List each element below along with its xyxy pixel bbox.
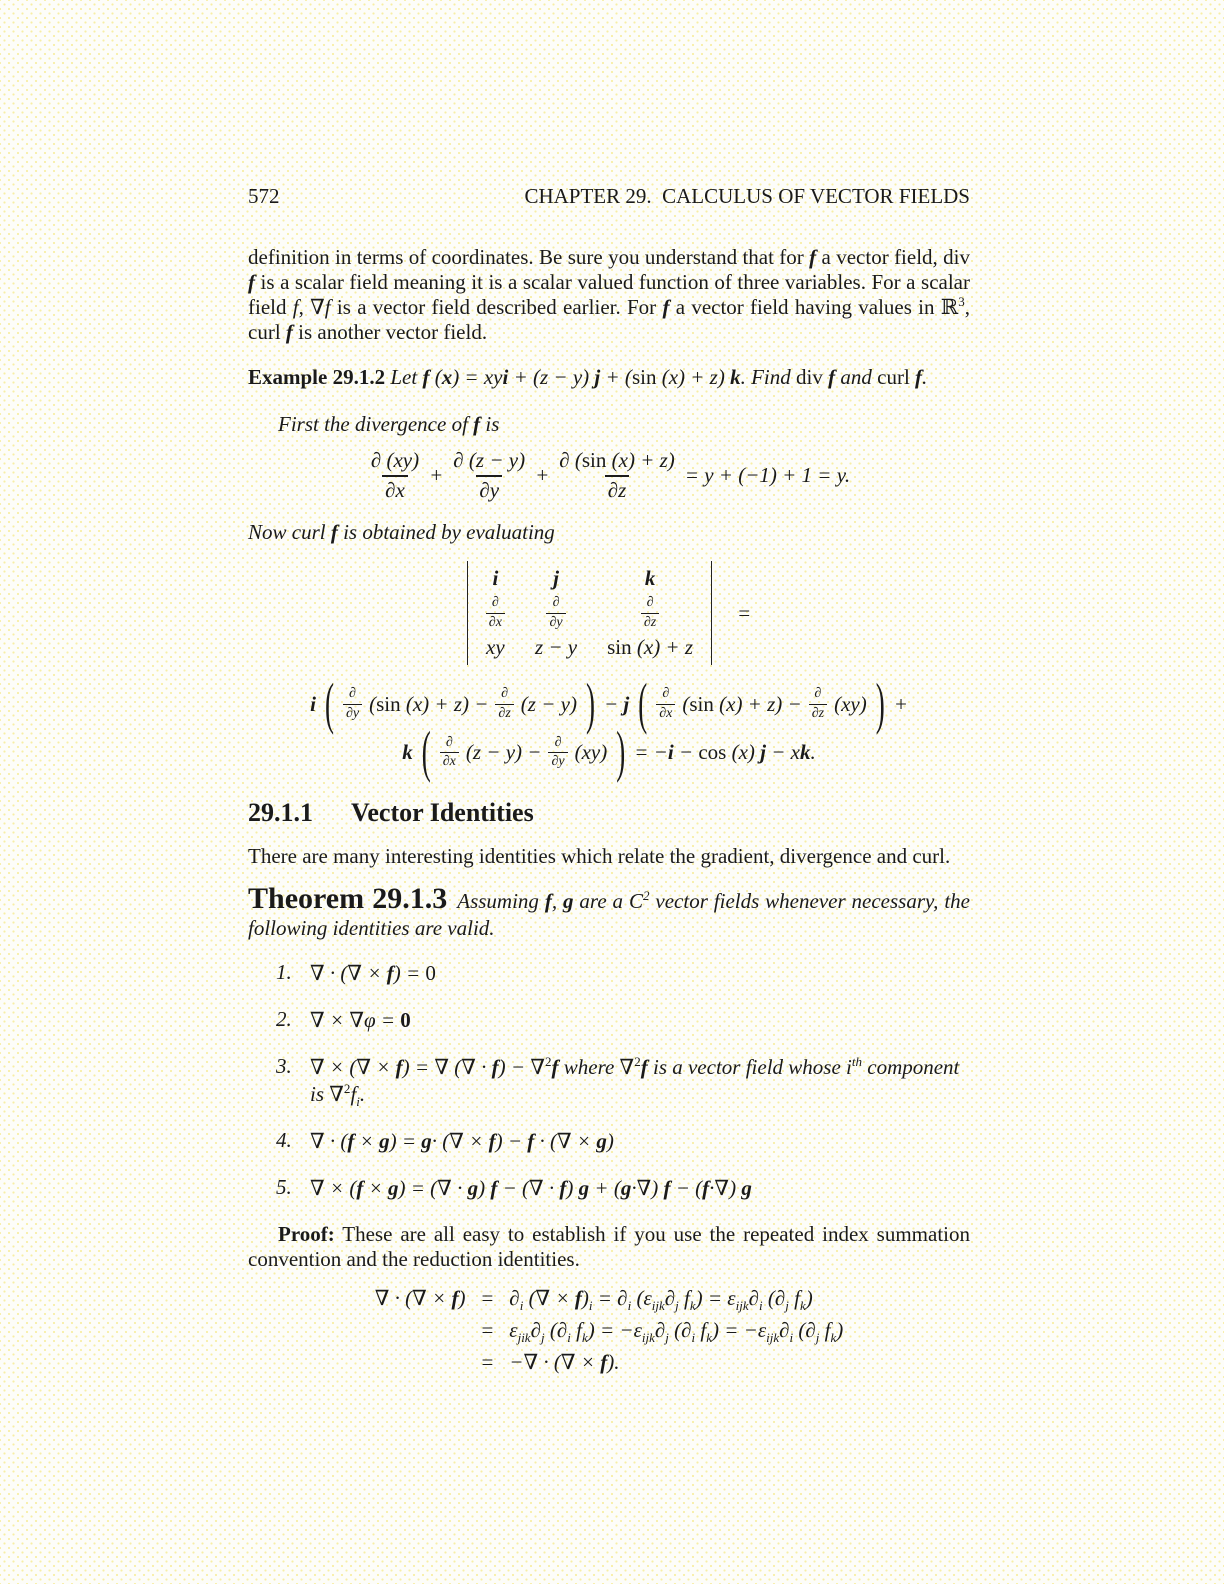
vector-k: k [402, 740, 413, 765]
plus-sign: + [893, 692, 908, 717]
plus-sign: + [429, 463, 444, 488]
fraction-term-1: $\frac{\partial (xy)}{\partial x}$ [370, 448, 420, 502]
equation-rhs: $\partial_i$ (∇ × $f)_i = \partial_i$ ($\varepsilon_{ijk}\partial_j$ $f_k) = \varepsilon_{ijk}\partial_i$ ($\partial_j$ $f_k$) [509, 1286, 813, 1314]
proof-text: These are all easy to establish if you use the repeated index summation convention and the reduction identities. [248, 1222, 970, 1272]
running-header [248, 0, 970, 209]
identity-body: ∇ · (∇ × f) = 0 [310, 961, 436, 986]
divergence-result: = y + (−1) + 1 = y. [684, 463, 851, 488]
curl-expansion-line-1 [248, 672, 970, 736]
example-paragraph [248, 365, 970, 390]
identity-body: ∇ · (f × g) = g· (∇ × f) − f · (∇ × g) [310, 1129, 614, 1154]
equals-sign: = [481, 1286, 494, 1311]
expansion-segment: (z − y) − [465, 740, 542, 765]
intro-paragraph: definition in terms of coordinates. Be sure you understand that for f a vector field, div f is a scalar field meaning it is a scalar valued function of three variables. For a scalar field f, ∇f is a vector field described earlier. For f a vector field having values in ℝ$^3$, curl f is another vector field. [248, 245, 971, 344]
fraction-ddz: $\frac{\partial}{\partial z}$ [809, 687, 827, 721]
section-heading [248, 798, 970, 828]
expansion-segment: − j [603, 692, 630, 717]
big-paren-open: ( [638, 672, 648, 736]
expansion-segment: (xy) [574, 740, 608, 765]
det-cell-xy: xy [486, 635, 505, 660]
fraction-ddx: $\frac{\partial}{\partial x}$ [440, 736, 459, 770]
section-number: 29.1.1 [248, 798, 313, 828]
big-paren-close: ) [875, 672, 885, 736]
identity-item-1 [276, 960, 970, 987]
identity-body: ∇ × (∇ × f) = ∇ (∇ · f) − ∇$^2$f where ∇$^2$f is a vector field whose $i^{th}$ component is $\nabla^2f_i$. [310, 1054, 960, 1110]
identity-number: 5. [276, 1175, 292, 1200]
curl-result: = −i − cos (x) j − xk. [634, 740, 816, 765]
divergence-equation [248, 449, 970, 502]
curl-determinant-equation [248, 561, 970, 665]
identity-list [248, 960, 970, 1202]
determinant [467, 561, 712, 665]
det-cell-sin: sin (x) + z [607, 635, 694, 660]
fraction-term-3: $\frac{\partial (\sin (x) + z)}{\partial z}$ [559, 448, 675, 502]
equation-lhs: ∇ · (∇ × f) [374, 1286, 466, 1311]
proof-label: Proof: [278, 1222, 335, 1247]
chapter-title: CHAPTER 29. CALCULUS OF VECTOR FIELDS [524, 184, 970, 208]
identity-item-4 [276, 1128, 970, 1155]
vector-i: i [310, 692, 316, 717]
fraction-ddz: $\frac{\partial}{\partial z}$ [495, 687, 513, 721]
det-cell-i: i [492, 566, 499, 591]
expansion-segment: (z − y) [520, 692, 577, 717]
proof-paragraph [248, 1222, 970, 1272]
det-cell-j: j [553, 566, 559, 591]
example-statement: Let f (x) = xyi + (z − y) j + (sin (x) + z) k. Find div f and curl f. [390, 365, 928, 389]
example-label: Example 29.1.2 [248, 365, 386, 389]
fraction-term-2: $\frac{\partial (z - y)}{\partial y}$ [453, 448, 526, 502]
identity-body: ∇ × ∇φ = 0 [310, 1008, 411, 1033]
page-number: 572 [248, 184, 280, 208]
section-title: Vector Identities [351, 798, 534, 828]
fraction-ddy: $\frac{\partial}{\partial y}$ [343, 687, 362, 721]
plus-sign: + [535, 463, 550, 488]
expansion-segment: (sin (x) + z) − [682, 692, 802, 717]
divergence-intro: First the divergence of f is [278, 412, 500, 436]
identity-number: 2. [276, 1007, 292, 1032]
det-cell-k: k [644, 566, 656, 591]
equation-rhs: −∇ · (∇ × f). [509, 1350, 620, 1375]
identity-item-3 [276, 1054, 970, 1108]
curl-expansion-line-2 [248, 720, 970, 784]
identity-item-2 [276, 1007, 970, 1034]
expansion-segment: (xy) [834, 692, 867, 717]
fraction-ddy: $\frac{\partial}{\partial y}$ [548, 736, 567, 770]
identities-intro: There are many interesting identities which relate the gradient, divergence and curl. [248, 844, 951, 869]
det-cell-ddz: $\frac{\partial}{\partial z}$ [641, 596, 659, 630]
text-column [248, 0, 970, 1375]
identity-number: 1. [276, 960, 292, 985]
big-paren-open: ( [421, 720, 431, 784]
identity-item-5 [276, 1175, 970, 1202]
big-paren-close: ) [616, 720, 626, 784]
theorem-label: Theorem 29.1.3 [248, 882, 448, 916]
det-cell-zy: z − y [534, 635, 578, 660]
det-cell-ddy: $\frac{\partial}{\partial y}$ [546, 596, 565, 630]
proof-equations [375, 1286, 844, 1375]
det-cell-ddx: $\frac{\partial}{\partial x}$ [486, 596, 505, 630]
fraction-ddx: $\frac{\partial}{\partial x}$ [656, 687, 675, 721]
big-paren-close: ) [585, 672, 595, 736]
equals-sign: = [481, 1350, 494, 1375]
equals-sign: = [737, 600, 752, 625]
expansion-segment: (sin (x) + z) − [369, 692, 489, 717]
theorem [248, 882, 970, 942]
curl-intro: Now curl f is obtained by evaluating [248, 520, 555, 545]
identity-body: ∇ × (f × g) = (∇ · g) f − (∇ · f) g + (g·∇) f − (f·∇) g [310, 1176, 752, 1201]
equals-sign: = [481, 1318, 494, 1343]
identity-number: 3. [276, 1054, 292, 1079]
theorem-body: Assuming f, g are a $C^2$ vector fields whenever necessary, the following identities are valid. [248, 888, 970, 941]
big-paren-open: ( [324, 672, 334, 736]
identity-number: 4. [276, 1128, 292, 1153]
determinant-grid [486, 566, 693, 660]
equation-rhs: $\varepsilon_{jik}\partial_j$ ($\partial_i$ $f_k) = -\varepsilon_{ijk}\partial_j$ ($\partial_i$ $f_k) = -\varepsilon_{ijk}\partial_i$ ($\partial_j$ $f_k$) [509, 1318, 844, 1346]
